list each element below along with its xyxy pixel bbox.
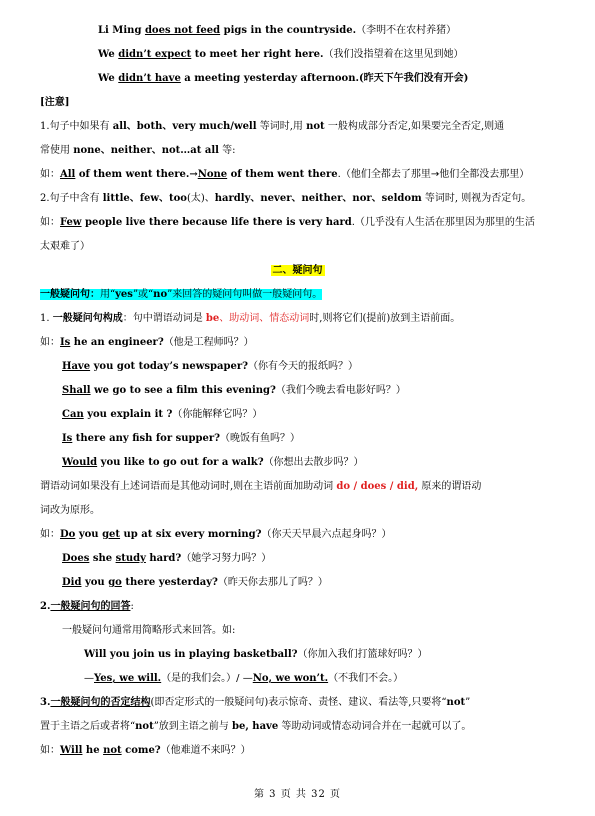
question-example [40,744,251,758]
text: 谓语动词如果没有上述词语而是其他动词时,则在主语前面加助动词 [40,481,337,492]
text: （不我们不会。） [328,673,404,684]
text: none、neither、not…at all [73,145,219,156]
example-sentence [40,168,529,182]
text: didn’t expect [118,49,192,60]
text: (太)、 [186,193,215,204]
definition [40,288,322,302]
text: there yesterday? [121,577,218,588]
text: we go to see a film this evening? [90,385,276,396]
text: 时,则将它们(提前)放到主语前面。 [309,313,461,324]
text: people live there because life there is very hard [81,217,352,228]
point-2 [40,600,134,614]
text: 等: [218,145,236,156]
section-title: 二、疑问句 [272,265,323,276]
text: no [153,289,168,300]
text: ：句中谓语动词是 [122,313,206,324]
rule-text [40,504,100,518]
text: 2.句子中含有 [40,193,103,204]
text: not [103,745,122,756]
text: of them went there [227,169,338,180]
text: （他是工程师吗？） [163,337,254,348]
text: you explain it ? [83,409,173,420]
text: （你有今天的报纸吗？） [247,361,358,372]
text: : [130,601,134,612]
text: 3. [40,697,51,708]
text: of them went there.→ [75,169,198,180]
text: 常使用 [40,145,74,156]
point-3 [40,720,471,734]
text: study [115,553,146,564]
text: We [98,49,119,60]
example-sentence [98,48,464,62]
text: (即否定形式的一般疑问句)表示惊奇、责怪、建议、看法等,只要将“ [150,697,447,708]
text: .（几乎没有人生活在那里因为那里的生活 [351,217,535,228]
text: ” [465,697,471,708]
text: 、助动词、情态动词 [219,313,310,324]
rule-text [40,480,481,494]
text: 等词时,用 [256,121,307,132]
example-sentence [40,240,90,254]
text: all、both、very much/well [112,121,257,132]
text: 1. [40,313,53,324]
text: to meet her right here. [191,49,324,60]
text: not [135,721,154,732]
text: 词改为原形。 [40,505,100,516]
note-item [40,192,531,206]
note-item [40,120,504,134]
text: 原来的谓语动 [418,481,482,492]
text: 等词时, 则视为否定句。 [421,193,532,204]
text: （你加入我们打篮球好吗？） [297,649,428,660]
example-sentence [98,72,468,86]
text: Shall [62,385,91,396]
text: ”或“ [132,289,154,300]
text: — [84,673,94,684]
text: .（他们全都去了那里→他们全都没去那里） [337,169,530,180]
text: ”放到主语之前与 [153,721,232,732]
text: All [60,169,76,180]
point-2-desc: 一般疑问句通常用简略形式来回答。如: [62,625,236,636]
text: （晚饭有鱼吗？） [219,433,300,444]
note-heading: [注意] [40,97,70,108]
text: pigs in the countryside. [220,25,357,36]
definition-highlight [40,289,322,300]
text: 太艰难了） [40,241,90,252]
text: Will you join us in playing basketball? [84,649,298,660]
text: yes [115,289,133,300]
text: （她学习努力吗？） [181,553,272,564]
section-title-wrap [0,264,595,278]
text: （他难道不来吗？） [160,745,251,756]
text: you got today’s newspaper? [90,361,248,372]
text: Will [60,745,83,756]
answer-example [84,648,428,662]
text: （昨天你去那儿了吗？） [217,577,328,588]
question-example [62,552,271,566]
text: 等助动词或情态动词合并在一起就可以了。 [278,721,472,732]
text: （我们今晚去看电影好吗？） [275,385,406,396]
text: 用“ [100,289,116,300]
text: 1.句子中如果有 [40,121,113,132]
question-example [40,336,254,350]
text: 如： [40,337,60,348]
text: do / does / did, [336,481,419,492]
text: he [82,745,104,756]
text: 如： [40,529,60,540]
text: None [197,169,228,180]
text: you like to go out for a walk? [97,457,264,468]
text: 如： [40,745,60,756]
point-1 [40,312,460,326]
text: Li Ming [98,25,145,36]
text: there any fish for supper? [72,433,220,444]
text: （你想出去散步吗？） [263,457,364,468]
text: go [108,577,122,588]
question-example [62,360,358,374]
text: Can [62,409,84,420]
text: 如： [40,217,60,228]
question-example [62,432,300,446]
question-example [62,576,328,590]
text: a meeting yesterday afternoon. [180,73,359,84]
text: you [81,577,109,588]
text: (昨天下午我们没有开会) [358,73,469,84]
question-example [40,528,392,542]
text: not [446,697,466,708]
text: No, we won’t. [252,673,329,684]
text: Few [60,217,82,228]
text: ”来回答的疑问句叫做一般疑问句。 [167,289,323,300]
question-example [62,384,406,398]
text: 如： [40,169,60,180]
text: does not feed [144,25,221,36]
answer-example [84,672,403,686]
text: Yes, we will. [94,673,162,684]
point-3 [40,696,470,710]
text: （你能解释它吗？） [172,409,263,420]
text: （是的我们会。）/ — [161,673,253,684]
text: 一般疑问句的回答 [50,601,131,612]
text: Is [60,337,71,348]
text: Is [62,433,73,444]
text: 一般疑问句： [40,289,100,300]
text: Does [62,553,90,564]
text: up at six every morning? [120,529,262,540]
text: Would [62,457,98,468]
text: 一般疑问句的否定结构 [50,697,151,708]
text: Have [62,361,91,372]
text: 一般疑问句构成 [52,313,123,324]
text: 2. [40,601,51,612]
text: hardly、never、neither、nor、seldom [214,193,422,204]
example-sentence [40,216,535,230]
text: he an engineer? [70,337,164,348]
text: didn’t have [118,73,181,84]
text: be [205,313,220,324]
text: （你天天早晨六点起身吗？） [261,529,392,540]
text: not [306,121,325,132]
text: come? [121,745,161,756]
text: be, have [231,721,279,732]
text: We [98,73,119,84]
text: Did [62,577,82,588]
text: Do [60,529,76,540]
text: 置于主语之后或者将“ [40,721,136,732]
question-example [62,408,262,422]
text: she [89,553,116,564]
text: （我们没指望着在这里见到她） [323,49,464,60]
text: get [102,529,121,540]
example-sentence [98,24,456,38]
text: 一般构成部分否定,如果要完全否定,则通 [324,121,505,132]
text: （李明不在农村养猪） [356,25,457,36]
text: hard? [145,553,182,564]
note-item [40,144,236,158]
text: little、few、too [102,193,187,204]
page-footer: 第 3 页 共 32 页 [254,789,341,800]
text: you [75,529,103,540]
question-example [62,456,364,470]
